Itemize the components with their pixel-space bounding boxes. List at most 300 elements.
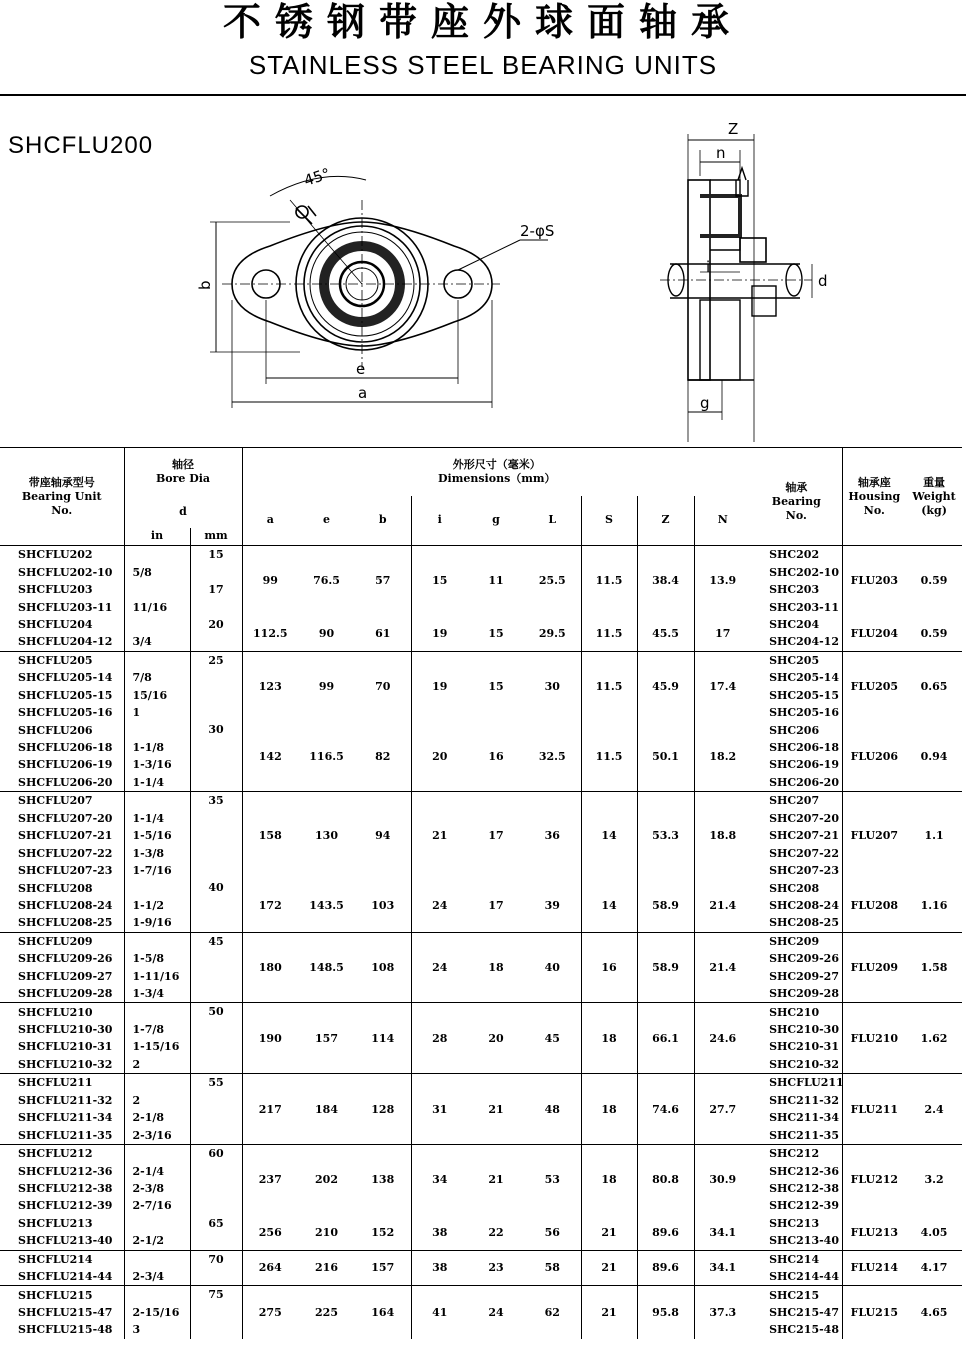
cell-bearing-no: SHC206-18: [769, 741, 839, 755]
cell-dim-e: 90: [318, 626, 335, 640]
cell-bearing-no: SHC205-15: [769, 688, 839, 702]
cell-bore-in: [124, 879, 190, 896]
cell-weight: 0.59: [920, 626, 948, 640]
cell-bearing-no: SHC210-32: [769, 1057, 839, 1071]
cell-housing-no: FLU212: [842, 1144, 906, 1214]
cell-bore-in: 11/16: [124, 598, 190, 615]
cell-dim-b: 94: [355, 792, 411, 880]
cell-unit-no: SHCFLU211-35: [18, 1128, 113, 1142]
cell-dim-b: 138: [355, 1144, 411, 1214]
cell-dim-n: 27.7: [694, 1074, 751, 1145]
grease-nipple-front: [296, 206, 316, 224]
cell-bearing-no: SHC208: [769, 881, 820, 895]
cell-bearing-no: SHC207-20: [769, 811, 839, 825]
cell-unit-no: SHCFLU212: [0, 1144, 124, 1162]
cell-dim-a: 275: [242, 1286, 298, 1339]
cell-dim-z: 45.5: [637, 616, 694, 651]
cell-bore-in: 1-3/8: [124, 844, 190, 861]
cell-unit-no: SHCFLU203: [18, 583, 93, 597]
cell-dim-z: 38.4: [637, 546, 694, 616]
cell-bore-mm: 30: [190, 721, 242, 791]
cell-bearing-no: SHC210-31: [769, 1040, 839, 1054]
series-title: SHCFLU200: [8, 132, 154, 159]
cell-dim-g: 21: [468, 1074, 524, 1145]
cell-bearing-no: SHC207-22: [769, 846, 839, 860]
col-unit-no: 带座轴承型号 Bearing Unit No.: [0, 448, 124, 546]
cell-dim-e: 99: [298, 651, 355, 721]
cell-unit-no: SHCFLU210-32: [18, 1057, 113, 1071]
cell-housing-no: FLU214: [842, 1250, 906, 1286]
cell-dim-l: 48: [524, 1074, 581, 1145]
cell-bore-in: [124, 651, 190, 669]
cell-dim-b: 108: [355, 932, 411, 1003]
cell-housing-no: FLU206: [842, 721, 906, 791]
cell-dim-b: 70: [355, 651, 411, 721]
cell-bearing-no: SHC215-48: [769, 1323, 839, 1337]
cell-unit-no: SHCFLU209: [0, 932, 124, 950]
table-body: [0, 546, 962, 1339]
cell-housing-no: FLU211: [842, 1074, 906, 1145]
cell-dim-i: 19: [411, 651, 468, 721]
cell-dim-n: 13.9: [694, 546, 751, 616]
cell-dim-s: 18: [581, 1144, 637, 1214]
cell-weight: 1.1: [906, 792, 962, 880]
cell-dim-s: 18: [581, 1003, 637, 1074]
cell-unit-no: SHCFLU205-16: [18, 706, 113, 720]
cell-bore-in: 1: [124, 704, 190, 721]
cell-bore-in: [124, 792, 190, 810]
cell-unit-no: SHCFLU208-24: [18, 898, 113, 912]
cell-dim-a: 217: [242, 1074, 298, 1145]
technical-drawing: [0, 0, 966, 447]
table-row: [0, 932, 962, 950]
cell-bearing-no: SHC202-10: [769, 565, 839, 579]
cell-bore-in: [124, 1286, 190, 1304]
cell-weight: 0.59: [920, 574, 948, 588]
cell-bearing-no: SHC211-35: [769, 1128, 839, 1142]
cell-dim-s: 18: [581, 1074, 637, 1145]
cell-unit-no: SHCFLU207-22: [18, 846, 113, 860]
cell-bore-mm: 60: [190, 1144, 242, 1214]
cell-bearing-no: SHC212-38: [769, 1181, 839, 1195]
table-row: [0, 1250, 962, 1268]
cell-bore-in: 2-3/16: [124, 1126, 190, 1144]
cell-bearing-no: SHC209-27: [769, 969, 839, 983]
cell-unit-no: SHCFLU205-15: [18, 688, 113, 702]
cell-dim-b: 164: [355, 1286, 411, 1339]
cell-bearing-no: SHC215-47: [769, 1306, 839, 1320]
cell-unit-no: SHCFLU211: [0, 1074, 124, 1092]
cell-bearing-no: SHC213: [769, 1216, 820, 1230]
cell-bearing-no: SHCFLU211: [751, 1074, 842, 1092]
label-d: d: [818, 272, 828, 290]
cell-bearing-no: SHC209: [751, 932, 842, 950]
cell-bore-in: 2-1/4: [124, 1162, 190, 1179]
cell-bearing-no: SHC207: [751, 792, 842, 810]
cell-bore-in: [124, 1074, 190, 1092]
cell-housing-no: FLU208: [842, 879, 906, 932]
cell-dim-s: 21: [581, 1215, 637, 1250]
cell-dim-g: 21: [468, 1144, 524, 1214]
cell-unit-no: SHCFLU215-47: [18, 1306, 113, 1320]
col-bore: 轴径 Bore Dia: [124, 448, 242, 496]
cell-dim-s: 21: [581, 1286, 637, 1339]
cell-bearing-no: SHC205: [751, 651, 842, 669]
col-housing-no: 轴承座 Housing No.: [842, 448, 906, 546]
cell-bore-mm: 75: [190, 1286, 242, 1339]
cell-bearing-no: SHC209-28: [769, 987, 839, 1001]
cell-dim-g: 15: [488, 626, 504, 640]
label-holes: 2-φS: [520, 222, 555, 240]
cell-dim-z: 45.9: [637, 651, 694, 721]
cell-bore-in: 1-7/8: [124, 1021, 190, 1038]
cell-unit-no: SHCFLU206-20: [18, 775, 113, 789]
cell-housing-no: FLU207: [842, 792, 906, 880]
cell-housing-no: FLU205: [842, 651, 906, 721]
cell-dim-e: 202: [298, 1144, 355, 1214]
cell-unit-no: SHCFLU208-25: [18, 916, 113, 930]
table-row: [0, 721, 962, 738]
cell-unit-no: SHCFLU209-28: [18, 987, 113, 1001]
cell-dim-n: 24.6: [694, 1003, 751, 1074]
cell-bearing-no: SHC215: [751, 1286, 842, 1304]
cell-dim-e: 157: [298, 1003, 355, 1074]
cell-dim-n: 34.1: [694, 1215, 751, 1250]
cell-weight: 2.4: [906, 1074, 962, 1145]
cell-bore-in: 2-3/4: [124, 1268, 190, 1286]
cell-bearing-no: SHC203-11: [769, 600, 839, 614]
cell-dim-z: 66.1: [637, 1003, 694, 1074]
cell-bearing-no: SHC214: [751, 1250, 842, 1268]
cell-dim-i: 28: [411, 1003, 468, 1074]
cell-housing-no: FLU210: [842, 1003, 906, 1074]
cell-bore-mm: 45: [190, 932, 242, 1003]
cell-dim-z: 80.8: [637, 1144, 694, 1214]
cell-bore-mm: 25: [190, 651, 242, 721]
cell-bearing-no: SHC213-40: [769, 1234, 839, 1248]
cell-unit-no: SHCFLU214: [0, 1250, 124, 1268]
cell-bore-mm: 55: [190, 1074, 242, 1145]
cell-dim-e: 76.5: [313, 574, 340, 588]
cell-dim-i: 20: [411, 721, 468, 791]
cell-unit-no: SHCFLU210-30: [18, 1023, 113, 1037]
cell-bore-in: 1-1/8: [124, 739, 190, 756]
table-row: [0, 1215, 962, 1232]
cell-bore-in: 1-15/16: [124, 1038, 190, 1055]
cell-dim-s: 16: [581, 932, 637, 1003]
col-z: Z: [637, 496, 694, 546]
label-z: Z: [728, 120, 739, 138]
cell-unit-no: SHCFLU206-19: [18, 758, 113, 772]
cell-dim-g: 18: [468, 932, 524, 1003]
cell-dim-i: 34: [411, 1144, 468, 1214]
cell-dim-g: 20: [468, 1003, 524, 1074]
cell-dim-g: 16: [488, 749, 504, 763]
cell-bore-mm: 17: [190, 581, 242, 616]
cell-dim-i: 31: [411, 1074, 468, 1145]
cell-unit-no: SHCFLU207: [0, 792, 124, 810]
cell-bore-mm: 35: [190, 792, 242, 880]
cell-unit-no: SHCFLU213-40: [18, 1234, 113, 1248]
cell-unit-no: SHCFLU212-39: [18, 1199, 113, 1213]
cell-dim-g: 23: [468, 1250, 524, 1286]
col-n: N: [694, 496, 751, 546]
cell-dim-b: 128: [355, 1074, 411, 1145]
cell-bearing-no: SHC212-36: [769, 1164, 839, 1178]
cell-housing-no: FLU209: [842, 932, 906, 1003]
cell-dim-b: 152: [371, 1225, 395, 1239]
cell-dim-z: 95.8: [637, 1286, 694, 1339]
cell-bearing-no: SHC206-19: [769, 758, 839, 772]
cell-bore-in: [124, 1144, 190, 1162]
cell-weight: 4.05: [920, 1225, 948, 1239]
cell-dim-z: 58.9: [637, 932, 694, 1003]
label-e: e: [356, 360, 366, 378]
col-dimensions: 外形尺寸（毫米） Dimensions（mm）: [242, 448, 751, 496]
cell-dim-l: 39: [544, 898, 560, 912]
cell-unit-no: SHCFLU207-23: [18, 864, 113, 878]
cell-dim-z: 89.6: [637, 1250, 694, 1286]
cell-unit-no: SHCFLU202-10: [18, 565, 113, 579]
cell-bearing-no: SHC208-25: [769, 916, 839, 930]
cell-bearing-no: SHC204-12: [769, 635, 839, 649]
cell-dim-i: 41: [411, 1286, 468, 1339]
cell-bearing-no: SHC209-26: [769, 952, 839, 966]
cell-unit-no: SHCFLU206-18: [18, 741, 113, 755]
cell-dim-s: 11.5: [581, 721, 637, 791]
cell-bore-in: 2-1/8: [124, 1109, 190, 1126]
cell-bore-in: [124, 1003, 190, 1021]
cell-dim-i: 19: [411, 616, 468, 651]
cell-unit-no: SHCFLU204: [18, 617, 93, 631]
cell-bearing-no: SHC208-24: [769, 898, 839, 912]
label-g: g: [700, 394, 710, 412]
cell-dim-i: 21: [411, 792, 468, 880]
cell-weight: 0.94: [920, 749, 948, 763]
cell-dim-g: 17: [468, 792, 524, 880]
label-i: i: [706, 258, 711, 276]
cell-dim-s: 11.5: [581, 651, 637, 721]
cell-housing-no: FLU213: [842, 1215, 906, 1250]
col-weight: 重量 Weight (kg): [906, 448, 962, 546]
cell-bearing-no: SHC207-23: [769, 864, 839, 878]
cell-dim-s: 21: [581, 1250, 637, 1286]
cell-unit-no: SHCFLU206: [18, 723, 93, 737]
cell-bore-mm: 70: [190, 1250, 242, 1286]
cell-bore-in: 3/4: [124, 633, 190, 651]
cell-bore-in: 1-5/16: [124, 827, 190, 844]
cell-bore-in: 15/16: [124, 687, 190, 704]
col-mm: mm: [190, 528, 242, 546]
specification-table: [0, 447, 962, 1339]
cell-bore-in: 1-1/4: [124, 774, 190, 792]
cell-unit-no: SHCFLU207-20: [18, 811, 113, 825]
cell-dim-i: 24: [411, 879, 468, 932]
cell-dim-l: 56: [544, 1225, 560, 1239]
cell-dim-b: 157: [355, 1250, 411, 1286]
cell-dim-l: 32.5: [538, 749, 566, 763]
cell-bearing-no: SHC212-39: [769, 1199, 839, 1213]
cell-dim-e: 210: [315, 1225, 338, 1239]
cell-bearing-no: SHC206-20: [769, 775, 839, 789]
table-row: [0, 792, 962, 810]
cell-bore-in: 1-3/4: [124, 985, 190, 1003]
cell-bore-in: 1-7/16: [124, 862, 190, 879]
cell-bore-mm: 40: [190, 879, 242, 932]
cell-weight: 4.17: [906, 1250, 962, 1286]
cell-unit-no: SHCFLU212-36: [18, 1164, 113, 1178]
cell-dim-l: 30: [524, 651, 581, 721]
cell-dim-a: 237: [242, 1144, 298, 1214]
cell-dim-z: 58.9: [637, 879, 694, 932]
col-in: in: [124, 528, 190, 546]
cell-dim-e: 143.5: [309, 898, 344, 912]
cell-dim-n: 37.3: [694, 1286, 751, 1339]
table-row: [0, 546, 962, 564]
cell-housing-no: FLU215: [842, 1286, 906, 1339]
col-i: i: [411, 496, 468, 546]
cell-bearing-no: SHC211-34: [769, 1111, 839, 1125]
cell-dim-l: 45: [524, 1003, 581, 1074]
cell-unit-no: SHCFLU205-14: [18, 671, 113, 685]
cell-dim-n: 30.9: [694, 1144, 751, 1214]
cell-dim-b: 57: [375, 574, 391, 588]
col-a: a: [242, 496, 298, 546]
cell-bore-in: 1-11/16: [124, 968, 190, 985]
cell-dim-e: 216: [298, 1250, 355, 1286]
cell-bore-in: [124, 721, 190, 738]
table-row: [0, 1074, 962, 1092]
cell-bore-in: [124, 1215, 190, 1232]
table-row: [0, 1286, 962, 1304]
cell-bore-in: 2: [124, 1092, 190, 1109]
cell-dim-g: 11: [488, 574, 504, 588]
cell-housing-no: FLU203: [842, 546, 906, 616]
table-row: [0, 616, 962, 633]
cell-dim-s: 14: [581, 879, 637, 932]
cell-dim-z: 53.3: [637, 792, 694, 880]
cell-weight: 3.2: [906, 1144, 962, 1214]
cell-dim-s: 11.5: [581, 546, 637, 616]
cell-dim-i: 15: [411, 546, 468, 616]
cell-bearing-no: SHC206: [769, 723, 820, 737]
cell-bearing-no: SHC210-30: [769, 1023, 839, 1037]
cell-unit-no: SHCFLU211-32: [18, 1093, 113, 1107]
cell-bore-in: 2-1/2: [124, 1232, 190, 1250]
cell-bore-in: [124, 581, 190, 598]
cell-dim-a: 190: [242, 1003, 298, 1074]
cell-unit-no: SHCFLU204-12: [18, 635, 113, 649]
col-s: S: [581, 496, 637, 546]
cell-dim-n: 18.2: [694, 721, 751, 791]
cell-bearing-no: SHC203: [769, 583, 820, 597]
cell-dim-a: 123: [242, 651, 298, 721]
label-angle: 45°: [301, 164, 333, 190]
col-e: e: [298, 496, 355, 546]
cell-dim-s: 14: [581, 792, 637, 880]
cell-dim-b: 82: [375, 749, 391, 763]
cell-dim-n: 17.4: [694, 651, 751, 721]
cell-dim-n: 21.4: [694, 879, 751, 932]
cell-bearing-no: SHC210: [751, 1003, 842, 1021]
grease-nipple-side: [736, 168, 748, 196]
cell-bearing-no: SHC212: [751, 1144, 842, 1162]
cell-bearing-no: SHC205-16: [769, 706, 839, 720]
label-b: b: [196, 280, 214, 290]
cell-dim-z: 50.1: [637, 721, 694, 791]
cell-bore-mm: 50: [190, 1003, 242, 1074]
cell-dim-l: 36: [524, 792, 581, 880]
col-g: g: [468, 496, 524, 546]
col-bearing-no: 轴承 Bearing No.: [751, 448, 842, 546]
cell-bearing-no: SHC211-32: [769, 1093, 839, 1107]
cell-unit-no: SHCFLU211-34: [18, 1111, 113, 1125]
cell-unit-no: SHCFLU209-26: [18, 952, 113, 966]
cell-dim-n: 17: [694, 616, 751, 651]
cell-dim-b: 61: [375, 626, 391, 640]
cell-bore-in: 2: [124, 1056, 190, 1074]
cell-bore-in: [124, 546, 190, 564]
cell-weight: 1.16: [920, 898, 948, 912]
cell-weight: 4.65: [906, 1286, 962, 1339]
cell-dim-l: 62: [524, 1286, 581, 1339]
cell-unit-no: SHCFLU210: [0, 1003, 124, 1021]
cell-dim-i: 38: [411, 1250, 468, 1286]
cell-bore-in: [124, 616, 190, 633]
cell-bore-in: 1-5/8: [124, 950, 190, 967]
cell-dim-a: 158: [242, 792, 298, 880]
cell-unit-no: SHCFLU215: [0, 1286, 124, 1304]
col-b: b: [355, 496, 411, 546]
cell-unit-no: SHCFLU203-11: [18, 600, 113, 614]
cell-dim-a: 172: [242, 879, 298, 932]
cell-bore-in: 3: [124, 1321, 190, 1338]
cell-bore-in: 1-1/2: [124, 897, 190, 914]
cell-unit-no: SHCFLU210-31: [18, 1040, 113, 1054]
cell-dim-b: 103: [371, 898, 395, 912]
cell-bore-in: 2-3/8: [124, 1180, 190, 1197]
cell-dim-e: 148.5: [298, 932, 355, 1003]
cell-dim-g: 24: [468, 1286, 524, 1339]
cell-bore-mm: 15: [190, 546, 242, 581]
cell-bore-in: [124, 1250, 190, 1268]
cell-dim-z: 74.6: [637, 1074, 694, 1145]
cell-unit-no: SHCFLU202: [18, 548, 93, 562]
cell-dim-a: 264: [242, 1250, 298, 1286]
table-row: [0, 1003, 962, 1021]
cell-dim-i: 24: [411, 932, 468, 1003]
cell-housing-no: FLU204: [842, 616, 906, 651]
cell-dim-g: 15: [468, 651, 524, 721]
cell-bearing-no: SHC214-44: [769, 1270, 839, 1284]
table-row: [0, 651, 962, 669]
col-l: L: [524, 496, 581, 546]
cell-bore-in: 2-15/16: [124, 1304, 190, 1321]
cell-dim-n: 18.8: [694, 792, 751, 880]
table-row: [0, 1144, 962, 1162]
cell-dim-e: 130: [298, 792, 355, 880]
cell-dim-z: 89.6: [637, 1215, 694, 1250]
cell-dim-g: 17: [488, 898, 504, 912]
table-row: [0, 879, 962, 896]
cell-dim-a: 256: [242, 1215, 298, 1250]
cell-dim-a: 180: [242, 932, 298, 1003]
cell-dim-s: 11.5: [581, 616, 637, 651]
cell-dim-l: 53: [524, 1144, 581, 1214]
label-n: n: [716, 144, 726, 162]
cell-dim-n: 21.4: [694, 932, 751, 1003]
cell-dim-e: 116.5: [309, 749, 344, 763]
